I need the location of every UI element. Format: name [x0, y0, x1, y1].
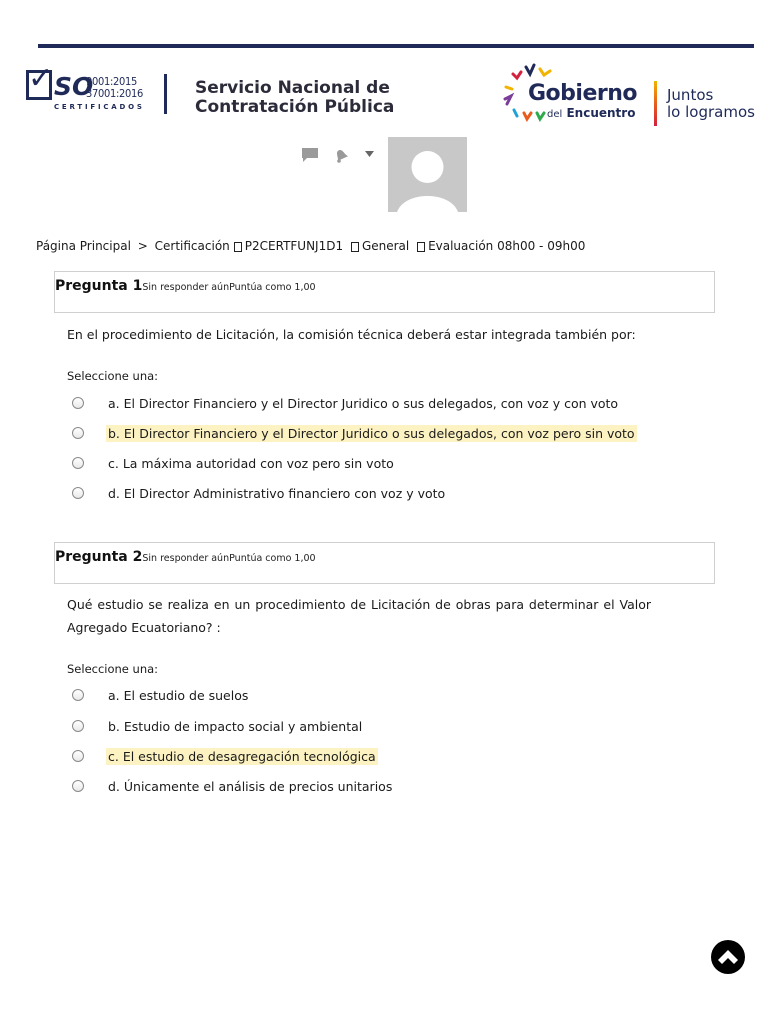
juntos-line-1: Juntos [667, 86, 714, 104]
check-icon: ✓ [28, 61, 54, 96]
option-label[interactable]: a. El estudio de suelos [108, 688, 249, 703]
option-label-highlighted[interactable]: b. El Director Financiero y el Director Juridico o sus delegados, con voz pero sin voto [108, 426, 635, 441]
gobierno-subtitle [547, 106, 635, 120]
question-1-option-c[interactable] [72, 455, 692, 475]
iso-standards [86, 76, 143, 100]
question-2-option-c[interactable] [72, 748, 692, 768]
option-label-highlighted[interactable]: c. El estudio de desagregación tecnológica [108, 749, 376, 764]
sercop-line-2: Contratación Pública [195, 97, 395, 117]
iso-standard-1: 9001:2015 [86, 75, 137, 88]
radio-button[interactable] [72, 720, 84, 732]
messages-icon[interactable] [301, 147, 319, 163]
question-1-option-d[interactable] [72, 485, 692, 505]
juntos-line-2: lo logramos [667, 103, 755, 121]
radio-button[interactable] [72, 397, 84, 409]
breadcrumb-general[interactable]: General [361, 239, 410, 253]
breadcrumb-separator-icon: > [137, 239, 148, 253]
question-2-option-a[interactable] [72, 687, 692, 707]
question-number: Pregunta 1 [55, 278, 143, 294]
question-header [55, 275, 316, 294]
radio-button[interactable] [72, 427, 84, 439]
sercop-logo [195, 79, 394, 117]
question-number: Pregunta 2 [55, 549, 143, 565]
breadcrumb-certificacion[interactable]: Certificación [154, 239, 230, 253]
question-1-text: En el procedimiento de Licitación, la comisión técnica deberá estar integrada también por: [67, 327, 636, 342]
iso-standard-2: 37001:2016 [86, 87, 143, 100]
option-label[interactable]: b. Estudio de impacto social y ambiental [108, 719, 363, 734]
question-state: Sin responder aún [142, 282, 230, 293]
default-user-icon [388, 137, 467, 212]
option-label[interactable]: a. El Director Financiero y el Director Juridico o sus delegados, con voz y con voto [108, 396, 619, 411]
radio-button[interactable] [72, 750, 84, 762]
breadcrumb [36, 239, 588, 253]
chevron-up-icon [711, 940, 745, 974]
breadcrumb-separator-icon [234, 242, 242, 252]
radio-button[interactable] [72, 689, 84, 701]
header-top-rule [38, 44, 754, 48]
question-grade: Puntúa como 1,00 [229, 282, 316, 293]
breadcrumb-course[interactable]: P2CERTFUNJ1D1 [244, 239, 344, 253]
user-menu-caret-icon[interactable] [365, 151, 374, 157]
question-grade: Puntúa como 1,00 [229, 553, 316, 564]
radio-button[interactable] [72, 487, 84, 499]
question-2-prompt: Seleccione una: [67, 662, 159, 676]
question-state: Sin responder aún [142, 553, 230, 564]
gobierno-del: del [547, 109, 563, 120]
scroll-to-top-button[interactable] [711, 940, 745, 974]
breadcrumb-separator-icon [351, 242, 359, 252]
question-2-option-b[interactable] [72, 718, 692, 738]
sercop-line-1: Servicio Nacional de [195, 78, 390, 98]
breadcrumb-home[interactable]: Página Principal [36, 239, 131, 253]
question-1-option-b[interactable] [72, 425, 692, 445]
option-label[interactable]: d. Únicamente el análisis de precios unitarios [108, 779, 393, 794]
notifications-bell-icon[interactable] [332, 146, 350, 164]
option-label[interactable]: d. El Director Administrativo financiero con voz y voto [108, 486, 446, 501]
question-header [55, 546, 316, 565]
iso-certification-logo [26, 61, 145, 114]
question-2-option-d[interactable] [72, 778, 692, 798]
breadcrumb-separator-icon [417, 242, 425, 252]
juntos-slogan [667, 87, 755, 121]
user-avatar[interactable] [388, 137, 467, 212]
breadcrumb-evaluacion[interactable]: Evaluación 08h00 - 09h00 [428, 239, 586, 253]
logo-divider [164, 74, 167, 114]
radio-button[interactable] [72, 457, 84, 469]
radio-button[interactable] [72, 780, 84, 792]
option-label[interactable]: c. La máxima autoridad con voz pero sin voto [108, 456, 394, 471]
gobierno-encuentro: Encuentro [566, 106, 636, 120]
question-1-option-a[interactable] [72, 395, 692, 415]
question-2-info [54, 542, 715, 584]
gobierno-divider [654, 81, 657, 126]
iso-so-text: SO [54, 72, 94, 101]
iso-certificados-text: CERTIFICADOS [54, 103, 145, 111]
question-1-info [54, 271, 715, 313]
gobierno-title: Gobierno [528, 81, 638, 106]
question-1-prompt: Seleccione una: [67, 369, 159, 383]
question-2-text: Qué estudio se realiza en un procedimiento de Licitación de obras para determinar el Valor Agregado Ecuatoriano? : [67, 597, 651, 635]
